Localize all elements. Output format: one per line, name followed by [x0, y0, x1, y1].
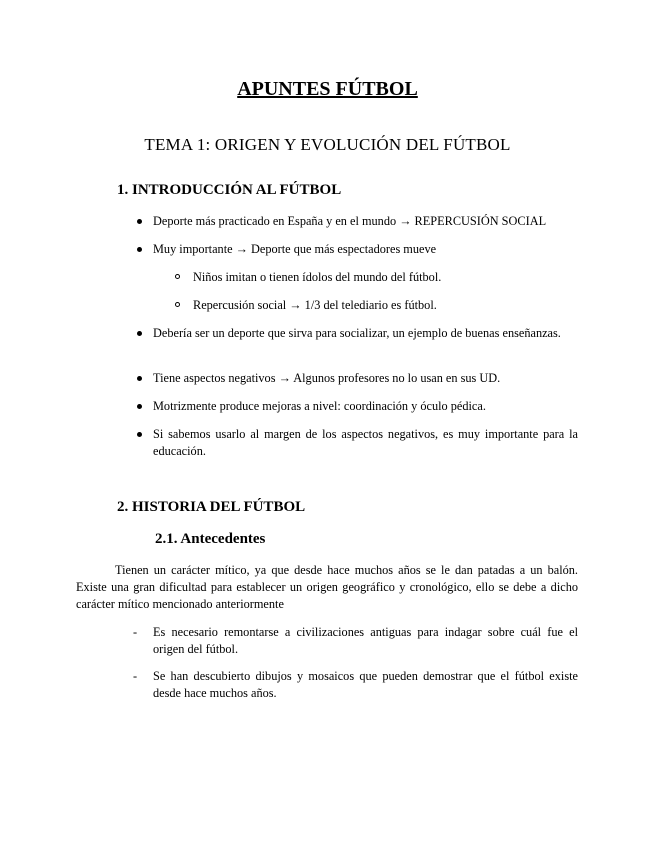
dash-marker: - [133, 625, 138, 639]
list-item [153, 325, 578, 342]
list-item-text: Debería ser un deporte que sirva para socializar, un ejemplo de buenas enseñanzas. [153, 326, 561, 340]
list-item-text: Deporte más practicado en España y en el mundo → REPERCUSIÓN SOCIAL [153, 214, 547, 228]
list-item-text: Niños imitan o tienen ídolos del mundo del fútbol. [193, 270, 442, 284]
bullet-disc-icon [137, 432, 142, 437]
list-item-text: Tiene aspectos negativos → Algunos profesores no lo usan en sus UD. [153, 371, 501, 385]
dash-marker: - [133, 669, 138, 683]
list-item [133, 624, 578, 658]
paragraph: Tienen un carácter mítico, ya que desde hace muchos años se le dan patadas a un balón. Existe una gran dificultad para establecer un origen geográfico y cronológico, ello se debe a dicho carácter mítico mencionado anteriormente [76, 563, 578, 611]
list-item-text: Motrizmente produce mejoras a nivel: coordinación y óculo pédica. [153, 399, 486, 413]
bullet-disc-icon [137, 331, 142, 336]
sublist-item [193, 297, 578, 314]
list-item [133, 668, 578, 702]
bullet-disc-icon [137, 376, 142, 381]
list-item-text: Es necesario remontarse a civilizaciones antiguas para indagar sobre cuál fue el origen del fútbol. [153, 625, 578, 656]
list-item-text: Repercusión social → 1/3 del telediario es fútbol. [193, 298, 437, 312]
section-1-heading: 1. INTRODUCCIÓN AL FÚTBOL [117, 182, 342, 198]
bullet-circle-icon [175, 274, 180, 279]
list-item-text: Muy importante → Deporte que más espectadores mueve [153, 242, 437, 256]
sublist-item [193, 269, 578, 286]
list-item [153, 398, 578, 415]
bullet-circle-icon [175, 302, 180, 307]
document-title: APUNTES FÚTBOL [237, 78, 418, 100]
tema-heading: TEMA 1: ORIGEN Y EVOLUCIÓN DEL FÚTBOL [144, 135, 511, 154]
bullet-disc-icon [137, 219, 142, 224]
section-2-heading: 2. HISTORIA DEL FÚTBOL [117, 499, 306, 515]
subsection-heading: 2.1. Antecedentes [155, 531, 266, 547]
list-item-text: Si sabemos usarlo al margen de los aspectos negativos, es muy importante para la educación. [153, 427, 578, 458]
list-item-text: Se han descubierto dibujos y mosaicos que pueden demostrar que el fútbol existe desde hace muchos años. [153, 669, 578, 700]
list-item [153, 241, 578, 258]
bullet-disc-icon [137, 404, 142, 409]
list-item [153, 426, 578, 460]
list-item [153, 370, 578, 387]
list-item [153, 213, 578, 230]
bullet-disc-icon [137, 247, 142, 252]
